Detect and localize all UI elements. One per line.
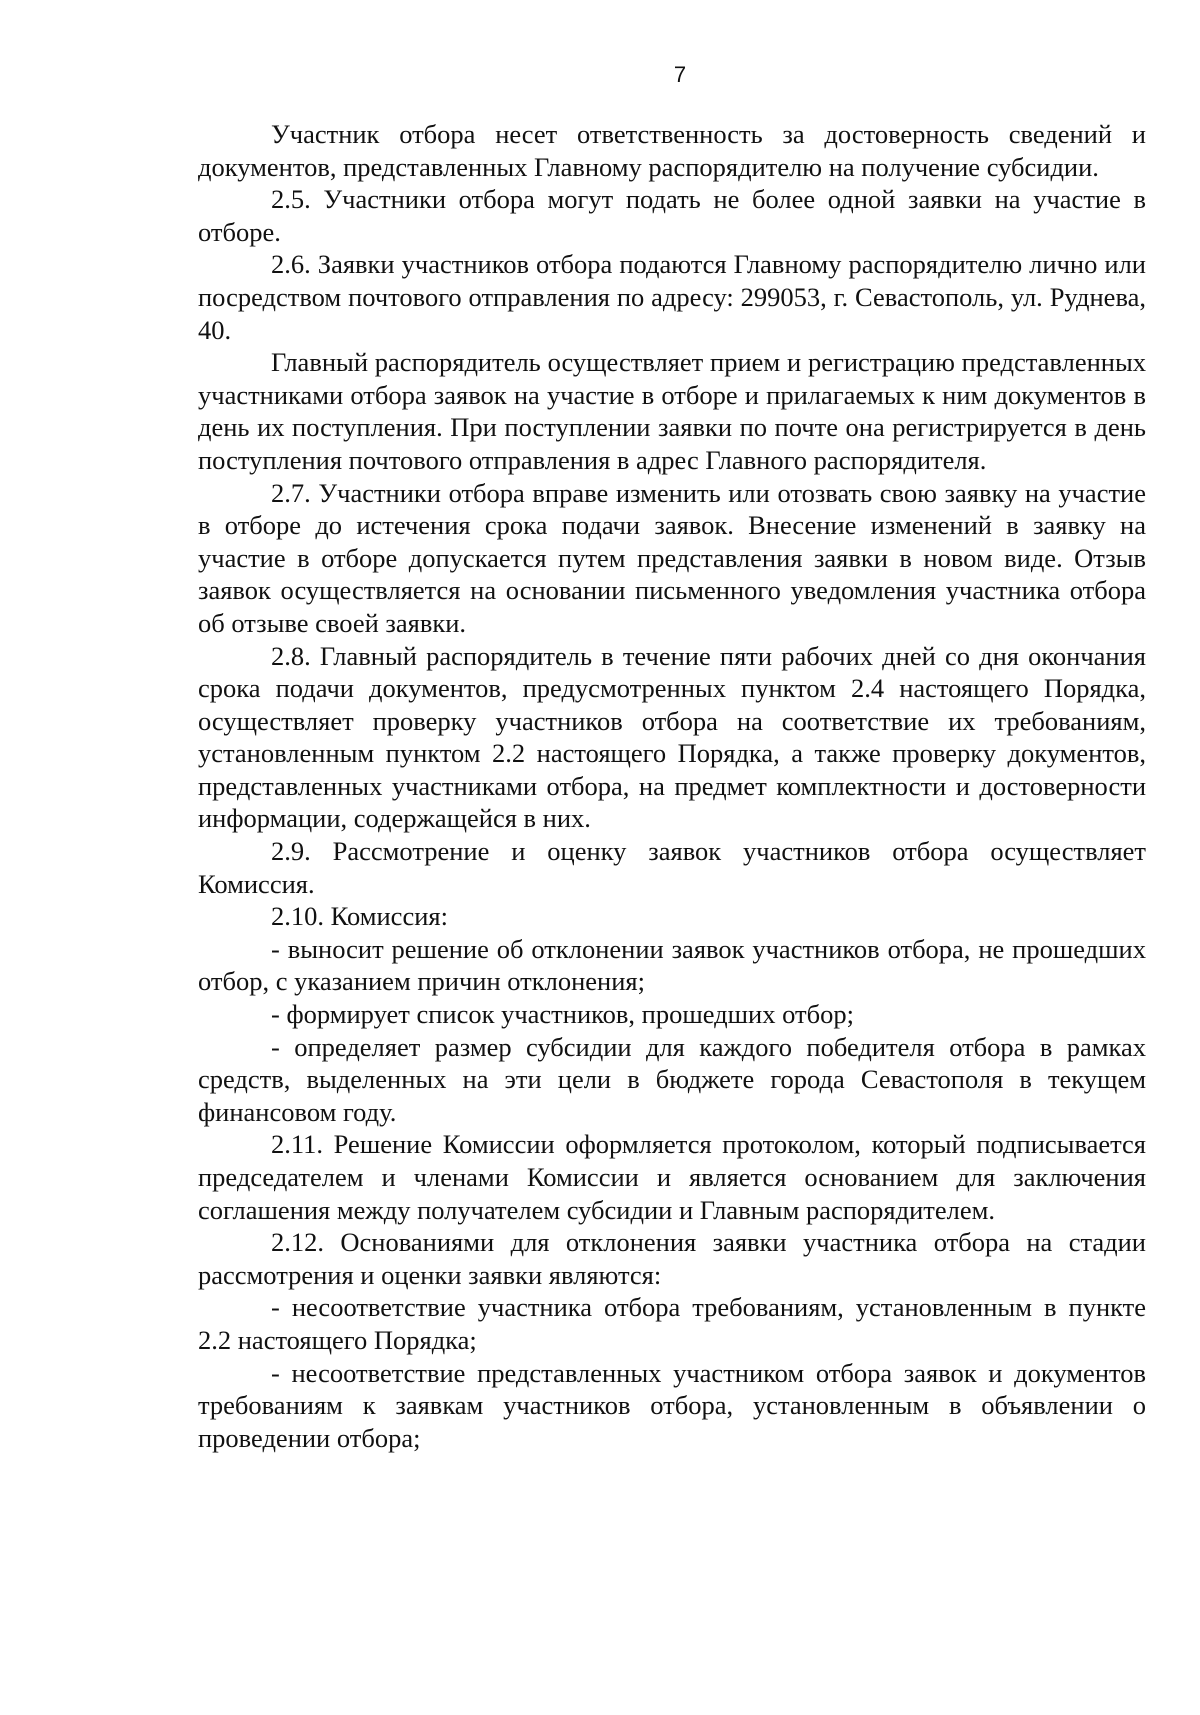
list-item-rejection-decision: - выносит решение об отклонении заявок участников отбора, не прошедших отбор, с указанием причин отклонения; bbox=[198, 933, 1146, 997]
list-item-participants-list: - формирует список участников, прошедших отбор; bbox=[271, 999, 854, 1030]
paragraph-2-12: 2.12. Основаниями для отклонения заявки участника отбора на стадии рассмотрения и оценки заявки являются: bbox=[198, 1227, 1146, 1290]
paragraph-2-10: 2.10. Комиссия: bbox=[271, 901, 448, 932]
paragraph-2-8: 2.8. Главный распорядитель в течение пяти рабочих дней со дня окончания срока подачи документов, предусмотренных пунктом 2.4 настоящего Порядка, осуществляет проверку участников отбора на соответствие их требованиям, установленным пунктом 2.2 настоящего Порядка, а также проверку документов, представленных участниками отбора, на предмет комплектности и достоверности информации, содержащейся в них. bbox=[198, 640, 1146, 834]
paragraph-2-9: 2.9. Рассмотрение и оценку заявок участников отбора осуществляет Комиссия. bbox=[198, 836, 1146, 899]
paragraph-2-6: 2.6. Заявки участников отбора подаются Главному распорядителю лично или посредством почтового отправления по адресу: 299053, г. Севастополь, ул. Руднева, 40. bbox=[198, 249, 1146, 345]
list-item-subsidy-amount: - определяет размер субсидии для каждого победителя отбора в рамках средств, выделенных на эти цели в бюджете города Севастополя в текущем финансовом году. bbox=[198, 1031, 1146, 1127]
paragraph-responsibility: Участник отбора несет ответственность за достоверность сведений и документов, представленных Главному распорядителю на получение субсидии. bbox=[198, 119, 1146, 182]
paragraph-2-5: 2.5. Участники отбора могут подать не более одной заявки на участие в отборе. bbox=[198, 184, 1146, 247]
list-item-documents-mismatch: - несоответствие представленных участником отбора заявок и документов требованиям к заявкам участников отбора, установленным в объявлении о проведении отбора; bbox=[198, 1357, 1146, 1453]
page-number: 7 bbox=[673, 62, 687, 87]
paragraph-registration: Главный распорядитель осуществляет прием и регистрацию представленных участниками отбора заявок на участие в отборе и прилагаемых к ним документов в день их поступления. При поступлении заявки по почте она регистрируется в день поступления почтового отправления в адрес Главного распорядителя. bbox=[198, 347, 1146, 475]
document-body bbox=[198, 118, 1146, 1454]
paragraph-2-11: 2.11. Решение Комиссии оформляется протоколом, который подписывается председателем и членами Комиссии и является основанием для заключения соглашения между получателем субсидии и Главным распорядителем. bbox=[198, 1129, 1146, 1225]
paragraph-2-7: 2.7. Участники отбора вправе изменить или отозвать свою заявку на участие в отборе до истечения срока подачи заявок. Внесение изменений в заявку на участие в отборе допускается путем представления заявки в новом виде. Отзыв заявок осуществляется на основании письменного уведомления участника отбора об отзыве своей заявки. bbox=[198, 477, 1146, 638]
list-item-participant-mismatch: - несоответствие участника отбора требованиям, установленным в пункте 2.2 настоящего Порядка; bbox=[198, 1292, 1146, 1355]
